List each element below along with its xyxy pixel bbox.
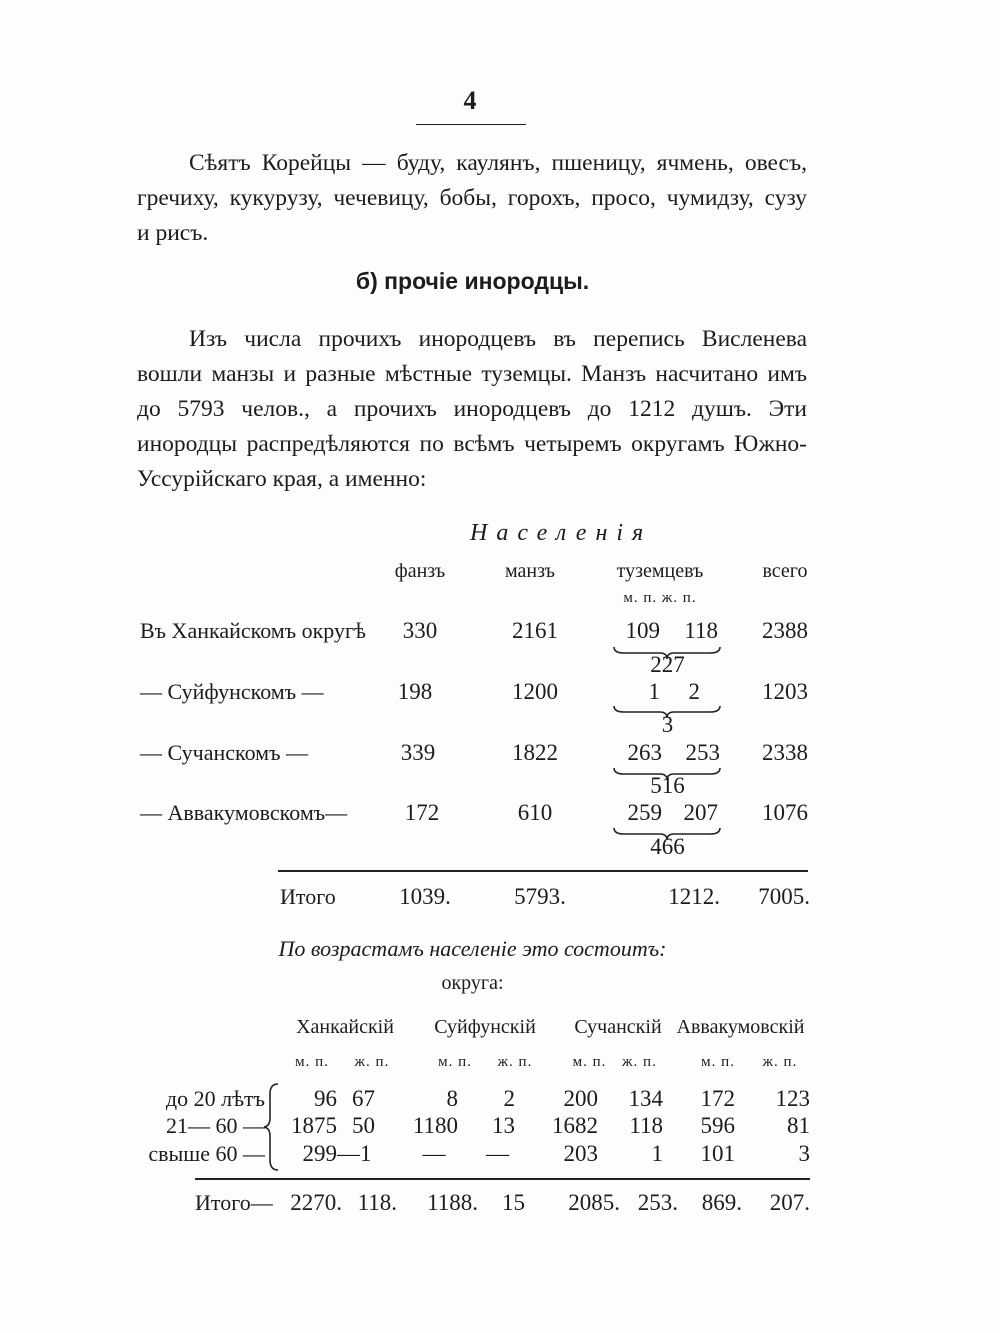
cell-manz: 1822 — [512, 740, 558, 765]
cell-total: 2388 — [762, 618, 808, 643]
district-header: Суйфунскій — [434, 1016, 536, 1038]
row-label: — Сучанскомъ — — [140, 740, 308, 765]
column-header-fanz: фанзъ — [394, 560, 446, 582]
age-row-label: 21— 60 — — [166, 1113, 265, 1138]
text-line: Сѣятъ Корейцы — буду, каулянъ, пшеницу, ячмень, овесъ, — [189, 150, 807, 176]
cell-total: 2338 — [762, 740, 808, 765]
district-header: Ханкайскій — [296, 1016, 394, 1038]
population-group-header: Населенія — [470, 520, 653, 546]
age-cell: 50 — [352, 1113, 375, 1138]
totals-label: Итого — [280, 884, 336, 909]
age-cell: 67 — [352, 1086, 375, 1111]
cell-fanz: 330 — [402, 618, 438, 643]
age-cell: 2 — [503, 1086, 515, 1111]
column-header-total: всего — [762, 560, 808, 582]
cell-fanz: 339 — [400, 740, 436, 765]
total-all: 7005. — [758, 884, 810, 909]
district-header: Сучанскій — [574, 1016, 662, 1038]
district-header: Аввакумовскій — [676, 1016, 805, 1038]
age-total: 253. — [637, 1190, 678, 1215]
totals-rule — [278, 870, 808, 872]
cell-female: 253 — [685, 740, 720, 765]
male-subheader: м. п. — [701, 1054, 735, 1070]
total-manz: 5793. — [514, 884, 566, 909]
age-cell: — — [422, 1141, 446, 1166]
age-cell: 8 — [446, 1086, 458, 1111]
text-line: инородцы распредѣляются по всѣмъ четыремъ округамъ Южно- — [137, 431, 807, 457]
cell-male: 109 — [625, 618, 660, 643]
age-cell: 172 — [700, 1086, 735, 1111]
cell-total: 1203 — [762, 679, 808, 704]
cell-male: 1 — [648, 679, 660, 704]
text-line: вошли манзы и разные мѣстные туземцы. Манзъ насчитано имъ — [137, 361, 807, 387]
age-totals-rule — [195, 1178, 810, 1180]
text-line: Уссурійскаго края, а именно: — [137, 466, 427, 492]
cell-fanz: 172 — [404, 800, 440, 825]
age-cell: 1875 — [291, 1113, 337, 1138]
age-cell: —1 — [337, 1141, 372, 1166]
cell-total: 1076 — [762, 800, 808, 825]
age-cell: 81 — [787, 1113, 810, 1138]
age-total: 1188. — [427, 1190, 478, 1215]
male-subheader: м. п. — [572, 1054, 607, 1070]
age-cell: 200 — [563, 1086, 598, 1111]
age-cell: 1180 — [412, 1113, 458, 1138]
okruga-label: округа: — [441, 972, 504, 994]
female-subheader: ж. п. — [497, 1054, 533, 1070]
column-header-natives: туземцевъ — [616, 560, 704, 582]
age-cell: 134 — [628, 1086, 663, 1111]
age-cell: 299 — [302, 1141, 337, 1166]
age-heading: По возрастамъ населеніе это состоитъ: — [278, 936, 667, 961]
text-line: и рисъ. — [137, 220, 209, 246]
cell-sum: 227 — [650, 652, 685, 677]
age-total: 207. — [769, 1190, 810, 1215]
text-line: до 5793 челов., а прочихъ инородцевъ до 1212 душъ. Эти — [137, 396, 807, 422]
age-totals-label: Итого— — [195, 1190, 273, 1215]
cell-manz: 2161 — [512, 618, 558, 643]
age-cell: 1682 — [552, 1113, 598, 1138]
cell-male: 263 — [627, 740, 662, 765]
cell-fanz: 198 — [397, 679, 433, 704]
row-label: — Аввакумовскомъ— — [140, 800, 348, 825]
age-total: 2270. — [290, 1190, 342, 1215]
male-subheader: м. п. — [295, 1054, 329, 1070]
age-cell: — — [486, 1141, 509, 1166]
cell-female: 2 — [688, 679, 700, 704]
age-cell: 96 — [314, 1086, 337, 1111]
age-cell: 118 — [629, 1113, 663, 1138]
female-subheader: ж. п. — [762, 1054, 798, 1070]
row-label: Въ Ханкайскомъ округѣ — [140, 618, 366, 643]
natives-subheader: м. п. ж. п. — [623, 590, 697, 606]
cell-female: 118 — [684, 618, 718, 643]
age-total: 15 — [502, 1190, 525, 1215]
column-header-manz: манзъ — [505, 560, 555, 582]
age-total: 2085. — [568, 1190, 620, 1215]
cell-female: 207 — [683, 800, 718, 825]
row-label: — Суйфунскомъ — — [140, 679, 324, 704]
age-cell: 13 — [492, 1113, 515, 1138]
cell-manz: 610 — [517, 800, 553, 825]
age-total: 869. — [701, 1190, 742, 1215]
total-fanz: 1039. — [399, 884, 451, 909]
age-row-label: свыше 60 — — [148, 1141, 265, 1166]
paragraph-crops — [137, 146, 807, 251]
age-cell: 203 — [563, 1141, 598, 1166]
age-cell: 3 — [798, 1141, 810, 1166]
age-cell: 1 — [651, 1141, 663, 1166]
cell-male: 259 — [627, 800, 662, 825]
age-total: 118. — [357, 1190, 397, 1215]
cell-sum: 516 — [650, 773, 685, 798]
paragraph-natives — [137, 322, 807, 497]
female-subheader: ж. п. — [354, 1054, 390, 1070]
text-line: Изъ числа прочихъ инородцевъ въ перепись Висленева — [189, 326, 807, 352]
age-cell: 596 — [700, 1113, 735, 1138]
cell-sum: 3 — [661, 712, 674, 737]
section-heading: б) прочіе инородцы. — [355, 268, 590, 294]
text-line: гречиху, кукурузу, чечевицу, бобы, горохъ, просо, чумидзу, сузу — [137, 185, 807, 211]
age-row-label: до 20 лѣтъ — [165, 1086, 265, 1111]
male-subheader: м. п. — [438, 1054, 472, 1070]
cell-sum: 466 — [650, 834, 685, 859]
total-natives: 1212. — [668, 884, 720, 909]
header-rule — [416, 124, 526, 125]
female-subheader: ж. п. — [622, 1054, 657, 1070]
age-cell: 123 — [775, 1086, 810, 1111]
page-number: 4 — [463, 86, 477, 115]
cell-manz: 1200 — [512, 679, 558, 704]
age-cell: 101 — [700, 1141, 735, 1166]
